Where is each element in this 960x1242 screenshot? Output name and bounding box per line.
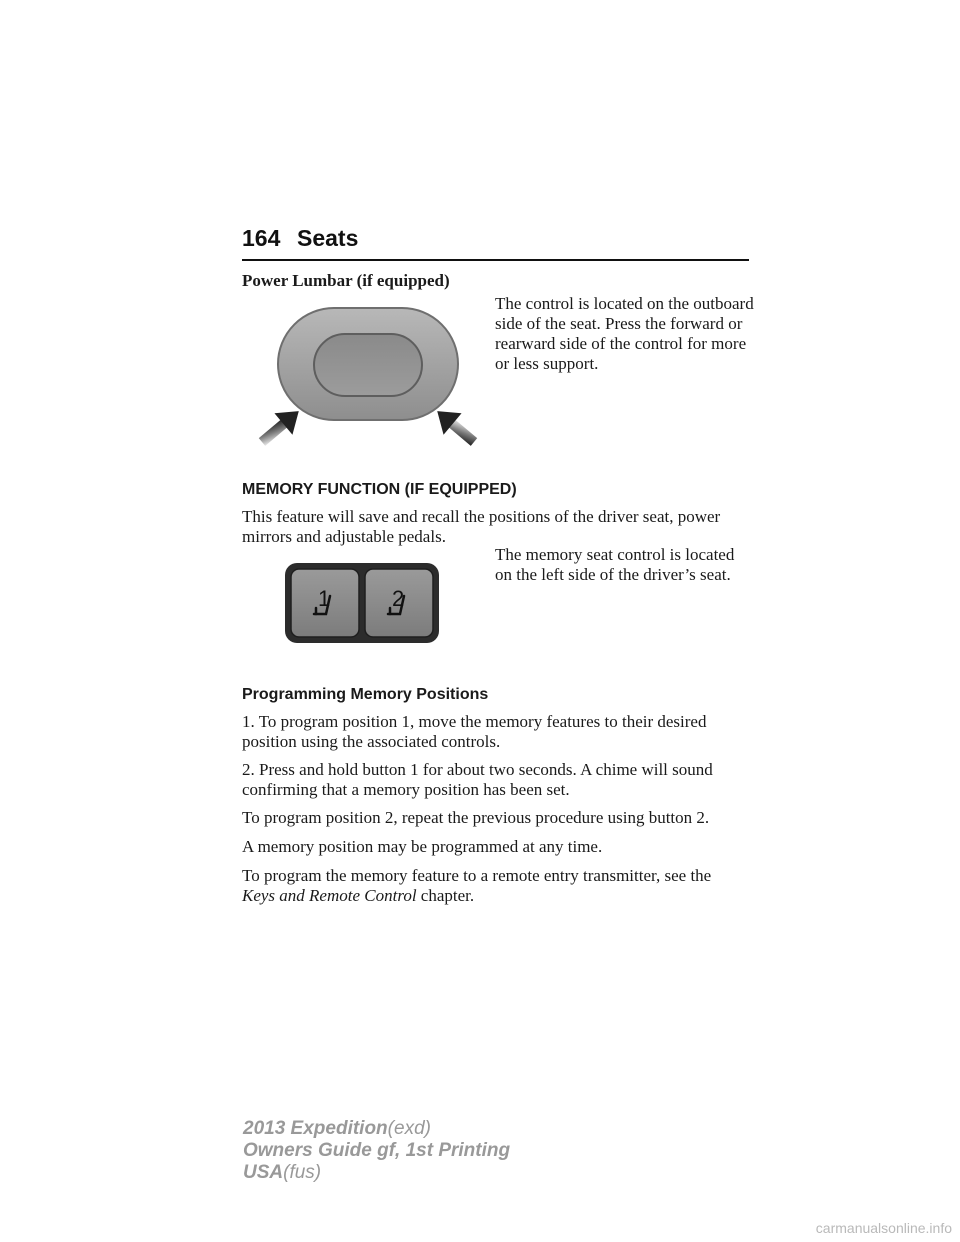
footer-region <box>243 1162 510 1184</box>
lumbar-switch-icon <box>256 306 480 448</box>
footer-region-name: USA <box>243 1162 284 1183</box>
footer-model-code: (exd) <box>387 1118 431 1139</box>
power-lumbar-description: The control is located on the outboard side of the seat. Press the forward or rearward side of the control for more or less support. <box>495 294 754 373</box>
power-lumbar-illustration <box>256 306 480 448</box>
remote-prefix: To program the memory feature to a remote entry transmitter, see the <box>242 866 712 885</box>
remote-suffix: chapter. <box>420 886 475 905</box>
footer-guide: Owners Guide gf, 1st Printing <box>243 1140 511 1161</box>
memory-control-location: The memory seat control is located on the left side of the driver’s seat. <box>495 545 735 584</box>
memory-button-2-label: 2 <box>392 586 405 611</box>
header-divider <box>242 259 749 261</box>
footer-model-name: 2013 Expedition <box>243 1118 388 1139</box>
programming-step-2: 2. Press and hold button 1 for about two seconds. A chime will sound confirming that a memory position has been set. <box>242 760 713 799</box>
power-lumbar-heading: Power Lumbar (if equipped) <box>242 271 450 290</box>
watermark: carmanualsonline.info <box>815 1220 952 1236</box>
memory-function-heading: MEMORY FUNCTION (IF EQUIPPED) <box>242 481 517 498</box>
programming-remote <box>242 866 752 906</box>
programming-anytime: A memory position may be programmed at any time. <box>242 837 603 856</box>
programming-step-1: 1. To program position 1, move the memory features to their desired position using the associated controls. <box>242 712 707 751</box>
programming-position-2: To program position 2, repeat the previous procedure using button 2. <box>242 808 710 827</box>
keys-remote-control-reference: Keys and Remote Control <box>242 886 417 905</box>
chapter-title: Seats <box>297 225 359 251</box>
footer-region-code: (fus) <box>283 1162 322 1183</box>
memory-buttons-illustration <box>284 562 440 644</box>
memory-function-intro: This feature will save and recall the positions of the driver seat, power mirrors and adjustable pedals. <box>242 507 721 546</box>
memory-button-1-label: 1 <box>318 586 331 611</box>
footer <box>243 1118 510 1184</box>
programming-heading: Programming Memory Positions <box>242 686 489 703</box>
footer-model <box>243 1118 510 1140</box>
page-number: 164 <box>242 225 281 251</box>
